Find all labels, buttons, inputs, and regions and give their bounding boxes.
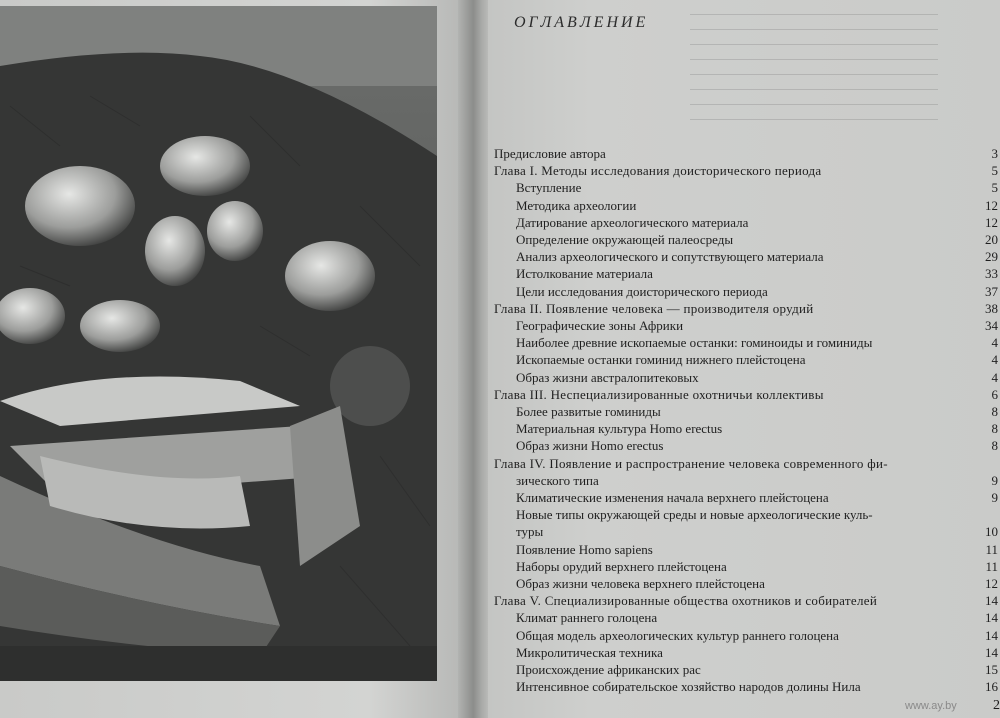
toc-entry-title: Глава III. Неспециализированные охотничьи коллективы bbox=[494, 386, 824, 402]
toc-page-number: 5 bbox=[991, 180, 998, 196]
toc-entry-title: Образ жизни человека верхнего плейстоцена bbox=[516, 576, 765, 591]
toc-page-number: 29 bbox=[985, 249, 998, 265]
toc-page-number: 4 bbox=[991, 335, 998, 351]
toc-entry-title: Появление Homo sapiens bbox=[516, 541, 653, 557]
book-gutter bbox=[458, 0, 492, 718]
toc-entry-row bbox=[516, 369, 998, 386]
toc-entry-row bbox=[516, 265, 998, 282]
toc-entry-row bbox=[516, 661, 998, 678]
toc-entry-title: Материальная культура Homo erectus bbox=[516, 421, 723, 437]
toc-entry-row bbox=[516, 334, 998, 351]
toc-entry-title: Глава V. Специализированные общества охотников и собирателей bbox=[494, 593, 878, 609]
toc-page-number: 20 bbox=[985, 232, 998, 247]
left-page bbox=[0, 0, 462, 718]
toc-entry-row bbox=[516, 575, 998, 592]
toc-entry-title: Географические зоны Африки bbox=[516, 318, 684, 333]
toc-entry-row bbox=[516, 283, 998, 300]
toc-page-number: 5 bbox=[991, 163, 998, 179]
toc-entry-title: Глава I. Методы исследования доисторического периода bbox=[494, 163, 822, 179]
toc-page-number: 8 bbox=[991, 421, 998, 437]
toc-page-number: 14 bbox=[985, 593, 998, 609]
toc-entry-title: туры bbox=[516, 524, 544, 540]
toc-entry-row bbox=[516, 558, 998, 575]
toc-entry-row bbox=[516, 231, 998, 248]
toc-entry-title: Более развитые гоминиды bbox=[516, 404, 661, 419]
toc-entry-title: Предисловие автора bbox=[494, 146, 606, 161]
toc-entry-title: Ископаемые останки гоминид нижнего плейстоцена bbox=[516, 352, 806, 368]
toc-entry-row bbox=[516, 472, 998, 489]
toc-entry-row bbox=[516, 437, 998, 454]
toc-page-number: 12 bbox=[985, 576, 998, 591]
toc-page-number: 3 bbox=[991, 146, 998, 161]
ruins-photograph bbox=[0, 6, 437, 681]
toc-entry-row bbox=[516, 627, 998, 644]
toc-entry-title: Истолкование материала bbox=[516, 266, 653, 282]
toc-entry-row bbox=[516, 489, 998, 506]
toc-entry-row bbox=[516, 403, 998, 420]
toc-entry-title: Интенсивное собирательское хозяйство народов долины Нила bbox=[516, 679, 861, 695]
toc-entry-row bbox=[516, 523, 998, 540]
toc-page-number: 11 bbox=[985, 541, 998, 557]
toc-page-number: 34 bbox=[985, 318, 998, 333]
toc-entry-title: Вступление bbox=[516, 180, 582, 196]
toc-entry-row bbox=[516, 317, 998, 334]
toc-entry-row bbox=[516, 678, 998, 695]
toc-page-number: 16 bbox=[985, 679, 998, 695]
toc-entry-row bbox=[516, 609, 998, 626]
toc-chapter-row bbox=[494, 386, 998, 403]
toc-page-number: 15 bbox=[985, 662, 998, 677]
toc-page-number: 14 bbox=[985, 644, 998, 660]
toc-entry-title: зического типа bbox=[516, 472, 599, 488]
toc-entry-title: Датирование археологического материала bbox=[516, 214, 749, 230]
toc-page-number: 14 bbox=[985, 627, 998, 643]
toc-page-number: 9 bbox=[991, 490, 998, 505]
toc-entry-title: Новые типы окружающей среды и новые археологические куль- bbox=[516, 507, 873, 523]
toc-page-number: 12 bbox=[985, 214, 998, 230]
toc-page-number: 6 bbox=[991, 386, 998, 402]
toc-entry-title: Методика археологии bbox=[516, 197, 637, 213]
toc-entry-row bbox=[516, 420, 998, 437]
toc-chapter-row bbox=[494, 300, 998, 317]
toc-entry-row bbox=[516, 541, 998, 558]
watermark: www.ay.by bbox=[905, 700, 957, 712]
toc-entry-row bbox=[516, 644, 998, 661]
toc-chapter-row bbox=[494, 592, 998, 609]
show-through-text bbox=[690, 0, 1000, 140]
toc-entry-title: Образ жизни Homo erectus bbox=[516, 438, 664, 454]
toc-entry-title: Наиболее древние ископаемые останки: гоминоиды и гоминиды bbox=[516, 335, 873, 351]
toc-entry-title: Происхождение африканских рас bbox=[516, 662, 701, 677]
toc-page-number: 12 bbox=[985, 197, 998, 213]
toc-page-number: 14 bbox=[985, 610, 998, 626]
toc-entry-title: Наборы орудий верхнего плейстоцена bbox=[516, 558, 727, 574]
toc-entry-title: Климатические изменения начала верхнего плейстоцена bbox=[516, 490, 829, 505]
toc-entry-title: Цели исследования доисторического периода bbox=[516, 283, 768, 299]
toc-page-number: 33 bbox=[985, 266, 998, 282]
toc-page-number: 11 bbox=[985, 558, 998, 574]
toc-page-number: 10 bbox=[985, 524, 998, 540]
toc-entry-title: Микролитическая техника bbox=[516, 644, 663, 660]
toc-page-number: 8 bbox=[991, 404, 998, 419]
toc-page-number: 38 bbox=[985, 300, 998, 316]
toc-chapter-row bbox=[494, 455, 998, 472]
toc-entry-row bbox=[494, 145, 998, 162]
toc-page-number: 4 bbox=[991, 352, 998, 368]
toc-title: ОГЛАВЛЕНИЕ bbox=[514, 14, 649, 31]
toc-entry-row bbox=[516, 248, 998, 265]
page-number: 2 bbox=[993, 698, 1000, 713]
toc-entry-title: Глава IV. Появление и распространение человека современного фи- bbox=[494, 455, 888, 471]
toc-chapter-row bbox=[494, 162, 998, 179]
toc-entry-title: Общая модель археологических культур раннего голоцена bbox=[516, 627, 839, 643]
toc-entry-row bbox=[516, 179, 998, 196]
toc-page-number: 37 bbox=[985, 283, 998, 299]
toc-entry-title: Определение окружающей палеосреды bbox=[516, 232, 734, 247]
toc-entry-title: Анализ археологического и сопутствующего материала bbox=[516, 249, 824, 265]
toc-page-number: 4 bbox=[991, 369, 998, 385]
toc-page-number: 9 bbox=[991, 472, 998, 488]
toc-entry-title: Климат раннего голоцена bbox=[516, 610, 658, 626]
toc-entry-row bbox=[516, 214, 998, 231]
toc-entry-title: Образ жизни австралопитековых bbox=[516, 369, 699, 385]
toc-entry-row bbox=[516, 506, 998, 523]
toc-entry-row bbox=[516, 351, 998, 368]
toc-entry-row bbox=[516, 197, 998, 214]
toc-entry-title: Глава II. Появление человека — производителя орудий bbox=[494, 300, 814, 316]
toc-page-number: 8 bbox=[991, 438, 998, 454]
